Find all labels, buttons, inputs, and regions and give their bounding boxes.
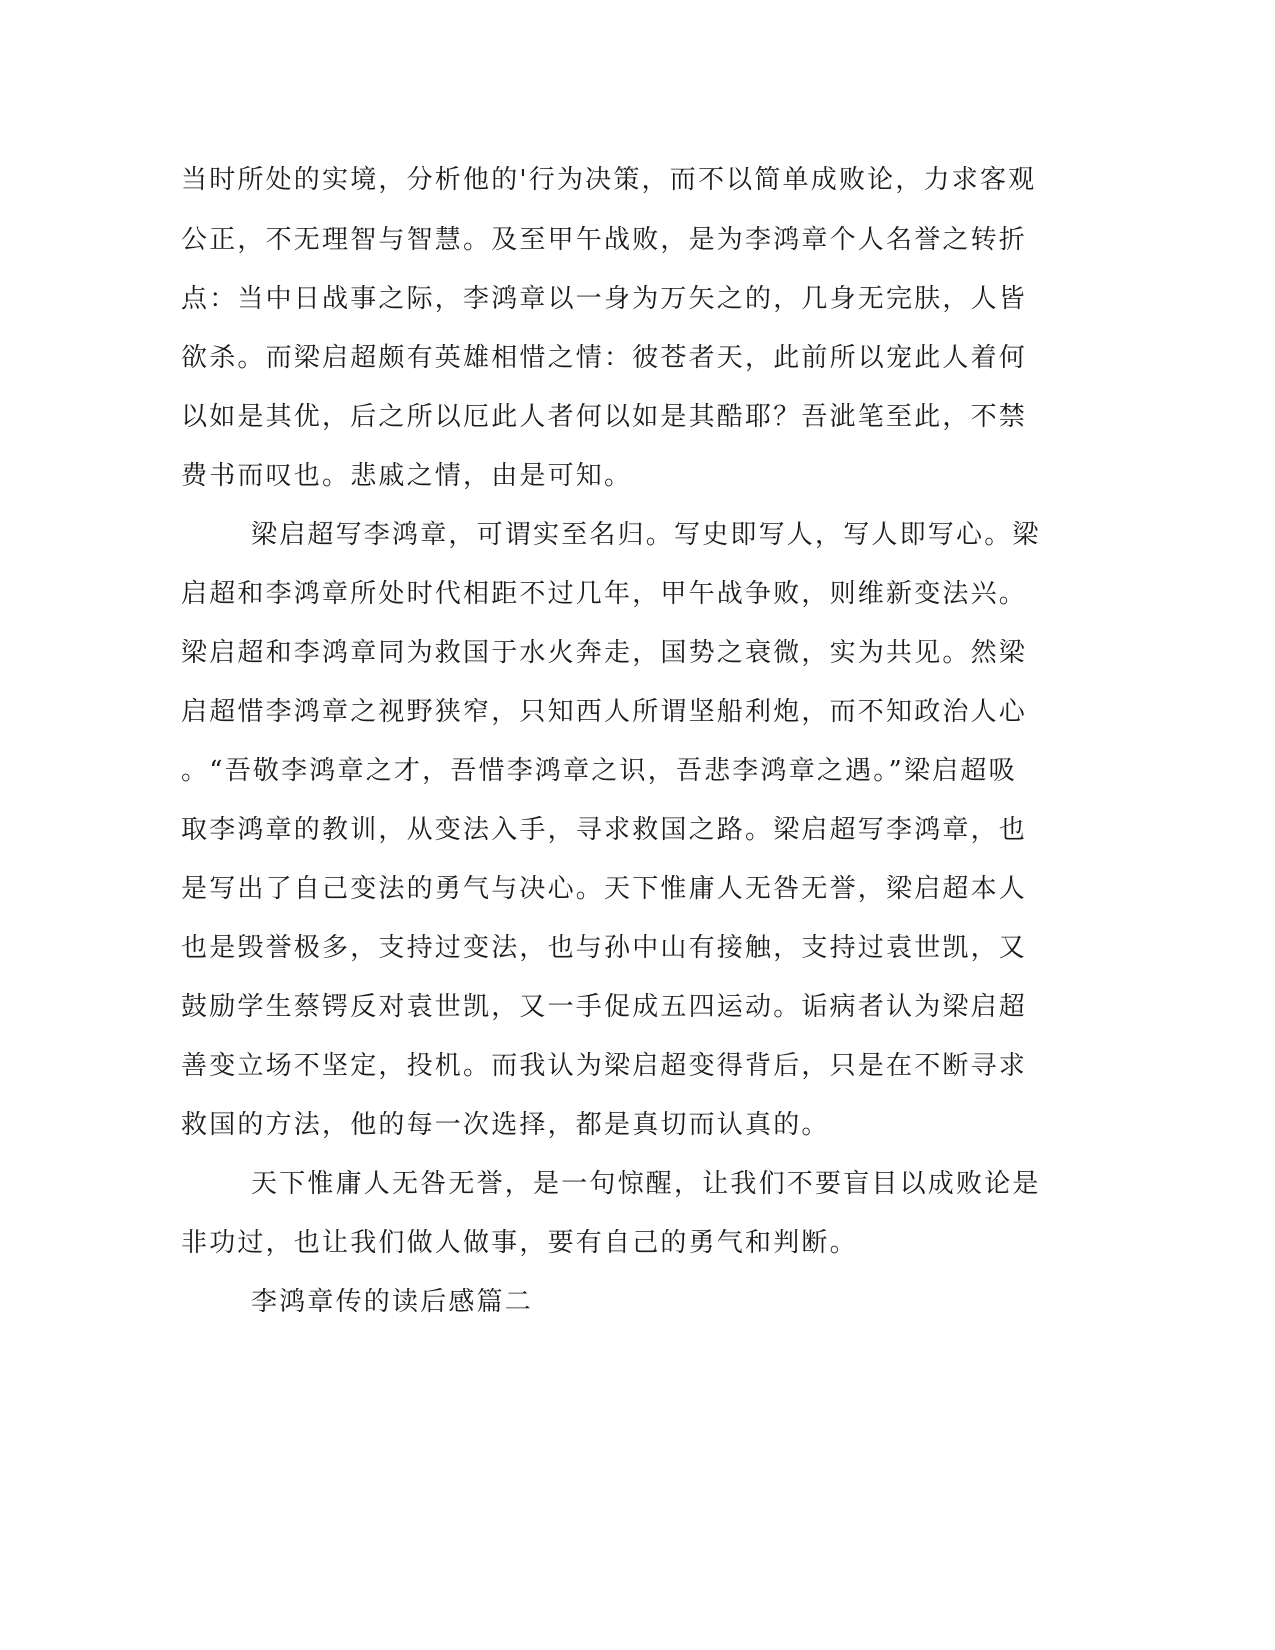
body-text-line: 欲杀。而梁启超颇有英雄相惜之情：彼苍者天，此前所以宠此人着何 bbox=[181, 343, 1028, 373]
body-text-line: 点：当中日战事之际，李鸿章以一身为万矢之的，几身无完肤，人皆 bbox=[181, 284, 1028, 314]
body-text-line: 公正，不无理智与智慧。及至甲午战败，是为李鸿章个人名誉之转折 bbox=[181, 225, 1028, 255]
body-text-line: 取李鸿章的教训，从变法入手，寻求救国之路。梁启超写李鸿章，也 bbox=[181, 815, 1028, 845]
body-text-line: 也是毁誉极多，支持过变法，也与孙中山有接触，支持过袁世凯，又 bbox=[181, 933, 1028, 963]
body-text-line: 梁启超和李鸿章同为救国于水火奔走，国势之衰微，实为共见。然梁 bbox=[181, 638, 1028, 668]
body-text-line: 梁启超写李鸿章，可谓实至名归。写史即写人，写人即写心。梁 bbox=[251, 520, 1041, 550]
body-text-line: 启超惜李鸿章之视野狭窄，只知西人所谓坚船利炮，而不知政治人心 bbox=[181, 697, 1028, 727]
body-text-line: 费书而叹也。悲戚之情，由是可知。 bbox=[181, 461, 633, 491]
body-text-line: 非功过，也让我们做人做事，要有自己的勇气和判断。 bbox=[181, 1228, 858, 1258]
body-text-line: 救国的方法，他的每一次选择，都是真切而认真的。 bbox=[181, 1110, 830, 1140]
body-text-line: 启超和李鸿章所处时代相距不过几年，甲午战争败，则维新变法兴。 bbox=[181, 579, 1028, 609]
body-text-line: 。“吾敬李鸿章之才，吾惜李鸿章之识，吾悲李鸿章之遇。”梁启超吸 bbox=[181, 756, 1017, 786]
body-text-line: 当时所处的实境，分析他的'行为决策，而不以简单成败论，力求客观 bbox=[181, 165, 1037, 195]
body-text-line: 以如是其优，后之所以厄此人者何以如是其酷耶？吾泚笔至此，不禁 bbox=[181, 402, 1028, 432]
body-text-line: 天下惟庸人无咎无誉，是一句惊醒，让我们不要盲目以成败论是 bbox=[251, 1169, 1041, 1199]
body-text-line: 是写出了自己变法的勇气与决心。天下惟庸人无咎无誉，梁启超本人 bbox=[181, 874, 1028, 904]
body-text-line: 鼓励学生蔡锷反对袁世凯，又一手促成五四运动。诟病者认为梁启超 bbox=[181, 992, 1028, 1022]
body-text-line: 善变立场不坚定，投机。而我认为梁启超变得背后，只是在不断寻求 bbox=[181, 1051, 1028, 1081]
section-heading: 李鸿章传的读后感篇二 bbox=[251, 1287, 534, 1317]
